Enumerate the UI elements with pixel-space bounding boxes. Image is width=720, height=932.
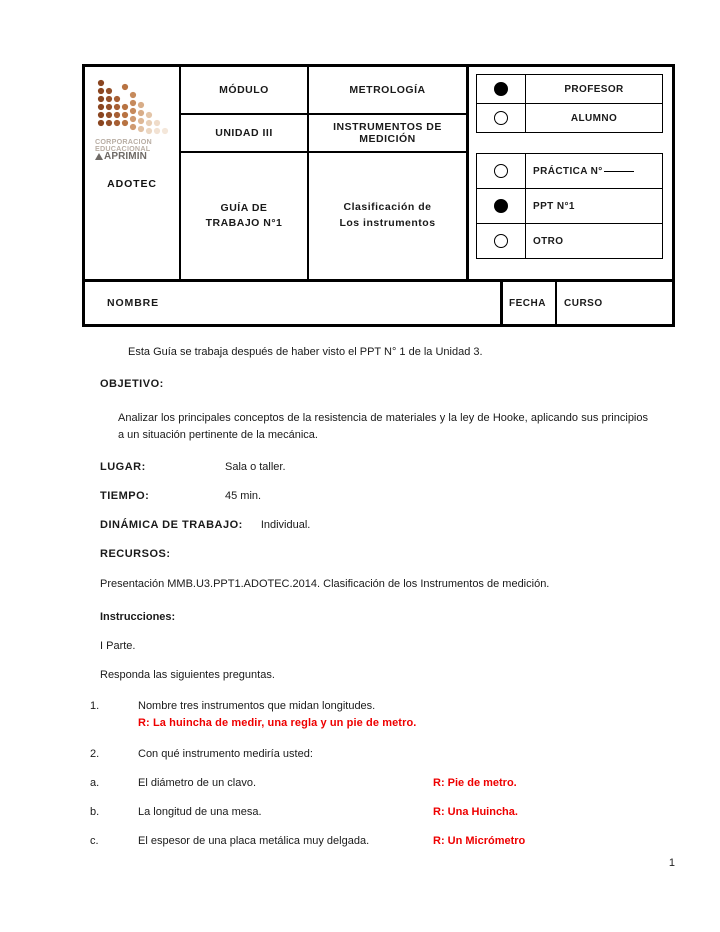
field-fecha[interactable]: FECHA (503, 282, 557, 324)
subquestion-item-c (0, 818, 720, 847)
question-number-1: 1. (90, 700, 100, 713)
logo-word-educacional: EDUCACIONAL (95, 144, 151, 154)
doctype-radio-cell-ppt[interactable] (477, 189, 526, 223)
subquestion-item-b (0, 789, 720, 818)
header-selection-panel (469, 67, 672, 279)
cell-guia-value (309, 153, 466, 279)
doctype-option-practica[interactable] (477, 154, 662, 189)
subquestion-answer-b: R: Una Huincha. (433, 806, 518, 819)
doctype-option-otro[interactable] (477, 224, 662, 258)
cell-modulo-value: METROLOGÍA (309, 67, 466, 115)
doctype-label-ppt: PPT N°1 (533, 200, 575, 212)
question-answer-1: R: La huincha de medir, una regla y un pie de metro. (138, 717, 417, 730)
guia-value-line2: Los instrumentos (339, 217, 436, 229)
page-number: 1 (668, 857, 675, 869)
header-top-section (85, 67, 672, 282)
subquestion-answer-c: R: Un Micrómetro (433, 835, 526, 848)
guia-label-line2: TRABAJO N°1 (205, 217, 283, 229)
objetivo-paragraph: Analizar los principales conceptos de la resistencia de materiales y la ley de Hooke, aplicando sus principios a un situación pertinente de la mecánica. (118, 412, 648, 442)
audience-radio-cell-alumno[interactable] (477, 104, 526, 132)
doctype-label-practica (526, 154, 662, 188)
field-nombre[interactable]: NOMBRE (85, 282, 503, 324)
guia-value-line1: Clasificación de (343, 201, 432, 214)
recursos-paragraph: Presentación MMB.U3.PPT1.ADOTEC.2014. Clasificación de los Instrumentos de medición. (100, 578, 550, 591)
lugar-key: LUGAR: (100, 461, 146, 474)
row-dinamica (0, 502, 720, 531)
aprimin-logo-icon (93, 75, 171, 137)
question-body-2 (138, 748, 720, 760)
subquestion-letter-c: c. (90, 835, 99, 848)
radio-filled-icon[interactable] (494, 82, 508, 96)
instrucciones-heading: Instrucciones: (100, 611, 176, 624)
radio-filled-icon[interactable] (494, 199, 508, 213)
audience-option-profesor[interactable] (477, 75, 662, 104)
guia-label-line1: GUÍA DE (220, 201, 268, 214)
row-tiempo (0, 473, 720, 502)
cell-unidad-value: INSTRUMENTOS DE MEDICIÓN (309, 115, 466, 153)
intro-paragraph: Esta Guía se trabaja después de haber visto el PPT N° 1 de la Unidad 3. (128, 346, 483, 358)
header-identity-row (85, 282, 672, 324)
audience-label-alumno: ALUMNO (570, 112, 618, 124)
cell-guia-label (181, 153, 307, 279)
document-header-table (82, 64, 675, 327)
doctype-radio-cell-otro[interactable] (477, 224, 526, 258)
org-name-adotec: ADOTEC (107, 178, 157, 191)
radio-empty-icon[interactable] (494, 111, 508, 125)
document-body (0, 336, 720, 847)
subquestion-answer-a: R: Pie de metro. (433, 777, 517, 790)
logo-word-aprimin: APRIMIN (95, 152, 169, 162)
tiempo-value: 45 min. (225, 490, 262, 503)
radio-empty-icon[interactable] (494, 164, 508, 178)
logo-word-corporacion: CORPORACION (95, 137, 152, 146)
audience-radio-cell-profesor[interactable] (477, 75, 526, 103)
recursos-heading: RECURSOS: (100, 548, 171, 561)
doctype-option-ppt[interactable] (477, 189, 662, 224)
question-body-1 (138, 700, 720, 729)
subquestion-letter-b: b. (90, 806, 100, 819)
cell-modulo-label: MÓDULO (181, 67, 307, 115)
objetivo-heading: OBJETIVO: (100, 378, 164, 390)
audience-option-alumno[interactable] (477, 104, 662, 132)
question-item-1 (0, 681, 720, 729)
subquestion-text-c: El espesor de una placa metálica muy delgada. (138, 835, 370, 848)
question-text-2: Con qué instrumento mediría usted: (138, 748, 313, 761)
parte-label: I Parte. (100, 640, 136, 653)
question-text-1: Nombre tres instrumentos que midan longitudes. (138, 700, 376, 713)
subquestion-item-a (0, 760, 720, 789)
doctype-radio-group (476, 153, 663, 259)
doctype-label-otro: OTRO (533, 235, 564, 247)
subquestion-text-b: La longitud de una mesa. (138, 806, 262, 819)
dinamica-value: Individual. (260, 519, 311, 532)
cell-unidad-label: UNIDAD III (181, 115, 307, 153)
header-value-column (309, 67, 469, 279)
practica-number-blank[interactable] (604, 171, 634, 172)
subquestion-text-a: El diámetro de un clavo. (138, 777, 257, 790)
dinamica-key: DINÁMICA DE TRABAJO: (100, 519, 243, 532)
header-label-column (181, 67, 309, 279)
radio-empty-icon[interactable] (494, 234, 508, 248)
question-number-2: 2. (90, 748, 100, 761)
audience-label-profesor: PROFESOR (564, 83, 624, 95)
logo-cell (85, 67, 181, 279)
doctype-label-practica-text: PRÁCTICA N° (533, 165, 603, 177)
row-lugar (0, 444, 720, 473)
triangle-icon (95, 153, 103, 160)
doctype-radio-cell-practica[interactable] (477, 154, 526, 188)
responda-label: Responda las siguientes preguntas. (100, 669, 275, 682)
field-curso[interactable]: CURSO (564, 297, 603, 309)
logo-wordmark (95, 138, 169, 162)
audience-radio-group (476, 74, 663, 133)
subquestion-letter-a: a. (90, 777, 100, 790)
lugar-value: Sala o taller. (225, 461, 286, 474)
question-item-2 (0, 729, 720, 760)
tiempo-key: TIEMPO: (100, 490, 150, 503)
